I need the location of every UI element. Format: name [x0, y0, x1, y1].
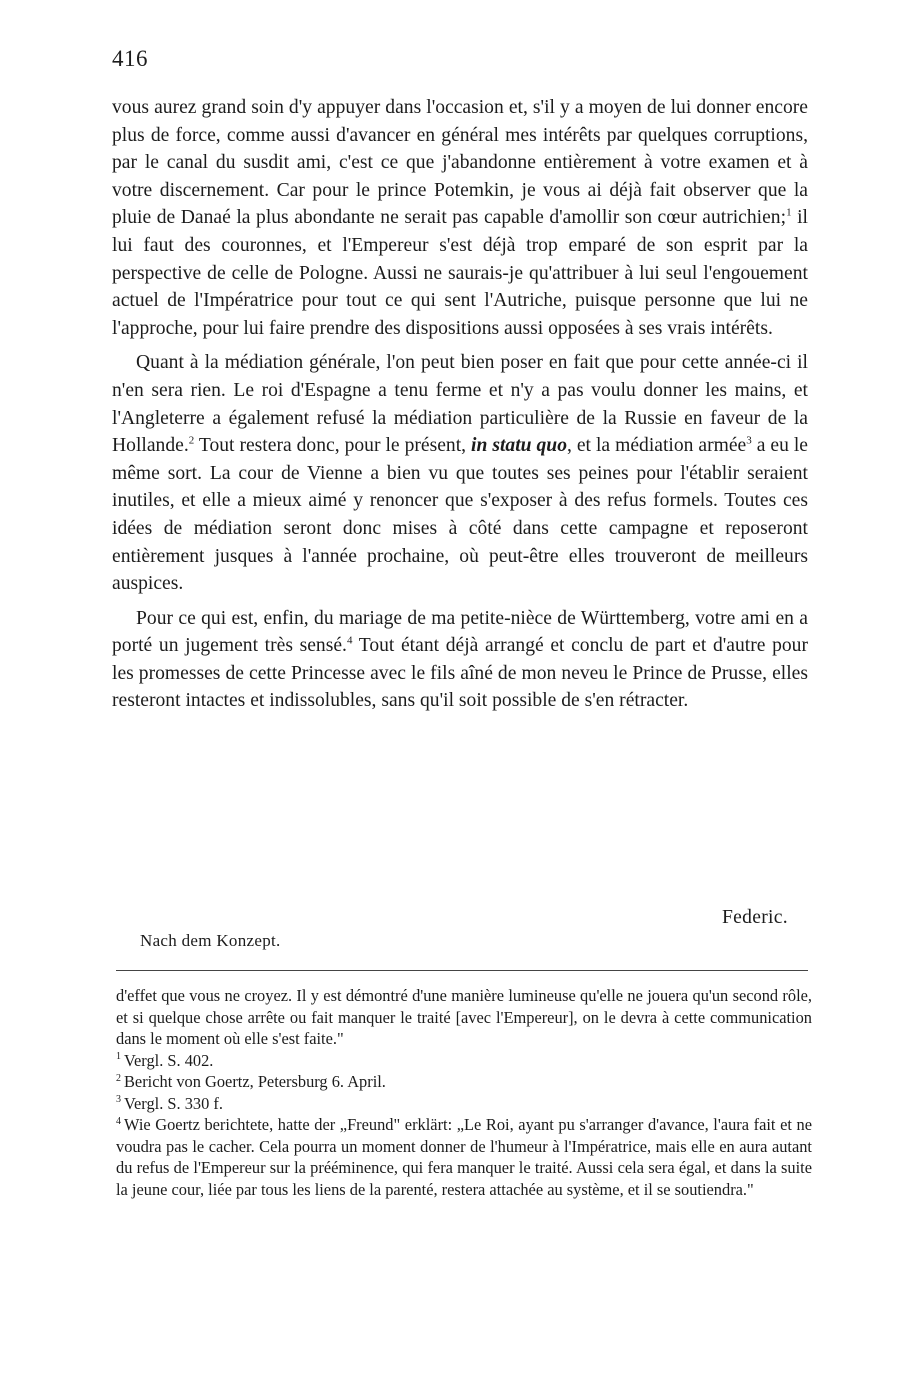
text-run: a eu le même sort. La cour de Vienne a bien vu que toutes ses peines pour l'établir seraient inutiles, et elle a mieux aimé y renoncer que s'exposer à des refus formels. Toutes ces idées de médiation seront donc mises à côté dans cette campagne et reposeront entièrement jusques à l'année prochaine, où peut-être elles trouveront de meilleurs auspices. [112, 435, 808, 595]
footnote [116, 1071, 812, 1093]
paragraph [112, 349, 808, 597]
footnote-mark: 4 [116, 1115, 121, 1127]
text-run: , et la médiation armée [567, 435, 747, 457]
text-run: Tout étant déjà arrangé et conclu de part et d'autre pour les promesses de cette Princesse avec le fils aîné de mon neveu le Prince de Prusse, elles resteront intactes et indissolubles, sans qu'il soit possible de s'en rétracter. [112, 635, 808, 712]
footnote-text: Vergl. S. 330 f. [124, 1093, 223, 1113]
paragraph [112, 605, 808, 715]
footnote-reference: 1 [786, 206, 792, 219]
footnote-divider [116, 970, 808, 971]
footnote-reference: 2 [188, 434, 195, 447]
footnote-reference: 4 [346, 634, 353, 647]
footnote-mark: 2 [116, 1072, 121, 1084]
footnote [116, 985, 812, 1050]
emphasis-text: in statu quo [471, 435, 567, 457]
text-run: Tout restera donc, pour le présent, [194, 435, 472, 457]
signature: Federic. [721, 907, 788, 928]
text-run: il lui faut des couronnes, et l'Empereur s'est déjà trop emparé de son esprit par la perspective de celle de Pologne. Aussi ne saurais-je qu'attribuer à lui seul l'engouement actuel de l'Impératrice pour tout ce qui sent l'Autriche, puisque personne que lui ne l'approche, pour lui faire prendre des dispositions aussi opposées à ses vrais intérêts. [112, 207, 808, 339]
footnote-text: d'effet que vous ne croyez. Il y est démontré d'une manière lumineuse qu'elle ne jouera qu'un second rôle, et si quelque chose arrête ou fait manquer le traité [avec l'Empereur], on le devra à cette communication dans le moment où elle s'est faite." [116, 986, 812, 1048]
text-run: Pour ce qui est, enfin, du mariage de ma petite-nièce de Württemberg, votre ami en a porté un jugement très sensé. [112, 607, 808, 657]
letter-body [112, 94, 808, 715]
source-note: Nach dem Konzept. [140, 931, 281, 950]
footnote [116, 1114, 812, 1200]
footnotes [116, 985, 812, 1200]
footnote-mark: 3 [116, 1094, 121, 1106]
page-number: 416 [112, 46, 148, 71]
paragraph [112, 94, 808, 342]
footnote-mark: 1 [116, 1051, 121, 1063]
footnote [116, 1093, 812, 1115]
footnote [116, 1050, 812, 1072]
footnote-text: Bericht von Goertz, Petersburg 6. April. [124, 1072, 386, 1091]
text-run: Quant à la médiation générale, l'on peut bien poser en fait que pour cette année-ci il n'en sera rien. Le roi d'Espagne a tenu ferme et n'y a pas voulu donner les mains, et l'Angleterre a également refusé la médiation particulière de la Russie en faveur de la Hollande. [112, 352, 808, 457]
footnote-reference: 3 [746, 434, 752, 447]
text-run: vous aurez grand soin d'y appuyer dans l'occasion et, s'il y a moyen de lui donner encore plus de force, comme aussi d'avancer en général mes intérêts par quelques corruptions, par le canal du susdit ami, c'est ce que j'abandonne entièrement à votre examen et à votre discernement. Car pour le prince Potemkin, je vous ai déjà fait observer que la pluie de Danaé la plus abondante ne serait pas capable d'amollir son cœur autrichien; [112, 97, 808, 229]
footnote-text: Wie Goertz berichtete, hatte der „Freund" erklärt: „Le Roi, ayant pu s'arranger d'avance, l'aura fait et ne voudra pas le cacher. Cela pourra un moment donner de l'humeur à l'Impératrice, mais elle en aura autant du refus de l'Empereur sur la prééminence, qui fera manquer le traité. Aussi cela sera égal, et dans la suite la jeune cour, liée par tous les liens de la parenté, restera attachée au système, et il se soutiendra." [116, 1115, 812, 1199]
footnote-text: Vergl. S. 402. [124, 1050, 214, 1070]
